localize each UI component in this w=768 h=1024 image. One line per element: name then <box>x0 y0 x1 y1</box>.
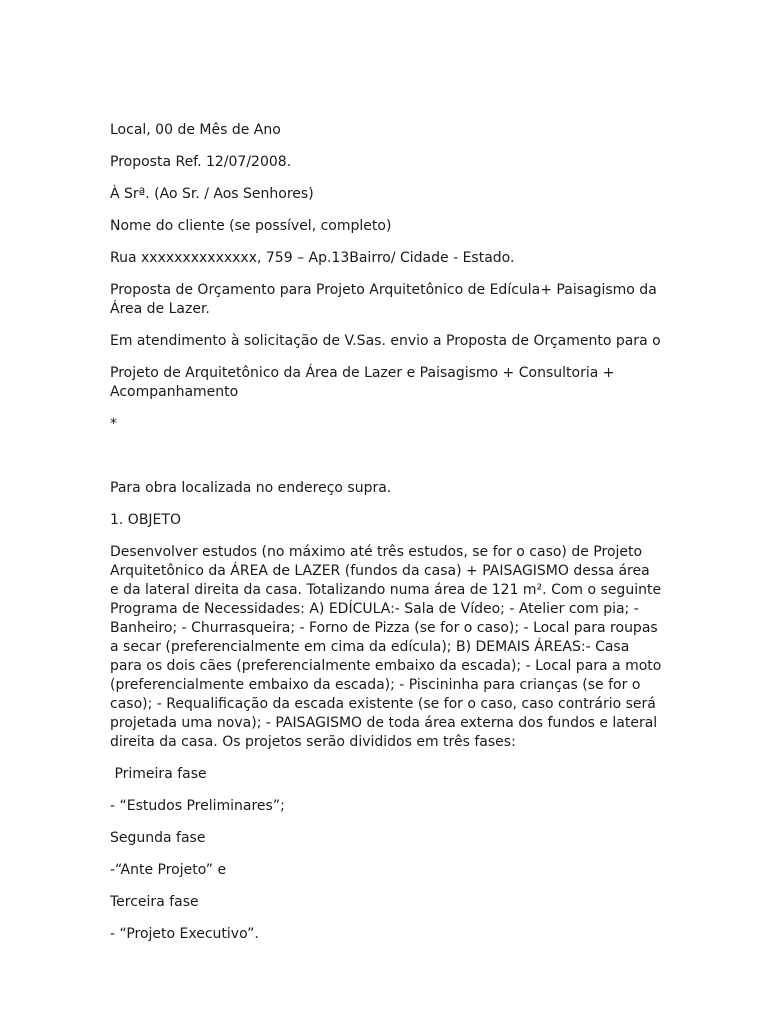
phase-one-item: - “Estudos Preliminares”; <box>110 798 285 814</box>
phase-three-item: - “Projeto Executivo”. <box>110 926 259 942</box>
object-description: Desenvolver estudos (no máximo até três estudos, se for o caso) de Projeto Arquitetônico da ÁREA de LAZER (fundos da casa) + PAISAGISMO dessa área e da lateral direita da casa. Totalizando numa área de 121 m². Com o seguinte Programa de Necessidades: A) EDÍCULA:- Sala de Vídeo; - Atelier com pia; - Banheiro; - Churrasqueira; - Forno de Pizza (se for o caso); - Local para roupas a secar (preferencialmente em cima da edícula); B) DEMAIS ÁREAS:- Casa para os dois cães (preferencialmente embaixo da escada); - Local para a moto (preferencialmente embaixo da escada); - Piscininha para crianças (se for o caso); - Requalificação da escada existente (se for o caso, caso contrário será projetada uma nova); - PAISAGISMO de toda área externa dos fundos e lateral direita da casa. Os projetos serão divididos em três fases: <box>110 544 666 750</box>
proposal-subject: Proposta de Orçamento para Projeto Arquitetônico de Edícula+ Paisagismo da Área de Lazer. <box>110 282 662 317</box>
phase-three-heading: Terceira fase <box>110 894 199 910</box>
project-scope-line: Projeto de Arquitetônico da Área de Lazer e Paisagismo + Consultoria + Acompanhamento <box>110 365 619 400</box>
asterisk-line: * <box>110 416 117 432</box>
intro-paragraph: Em atendimento à solicitação de V.Sas. envio a Proposta de Orçamento para o <box>110 333 661 349</box>
client-address: Rua xxxxxxxxxxxxxx, 759 – Ap.13Bairro/ Cidade - Estado. <box>110 250 515 266</box>
phase-two-heading: Segunda fase <box>110 830 206 846</box>
client-name: Nome do cliente (se possível, completo) <box>110 218 392 234</box>
phase-two-item: -“Ante Projeto” e <box>110 862 227 878</box>
phase-one-heading: Primeira fase <box>110 766 207 782</box>
document-page <box>110 121 666 957</box>
place-date-line: Local, 00 de Mês de Ano <box>110 122 281 138</box>
section-heading-objeto: 1. OBJETO <box>110 512 181 528</box>
proposal-reference: Proposta Ref. 12/07/2008. <box>110 154 292 170</box>
salutation: À Srª. (Ao Sr. / Aos Senhores) <box>110 186 314 202</box>
site-location-line: Para obra localizada no endereço supra. <box>110 480 392 496</box>
